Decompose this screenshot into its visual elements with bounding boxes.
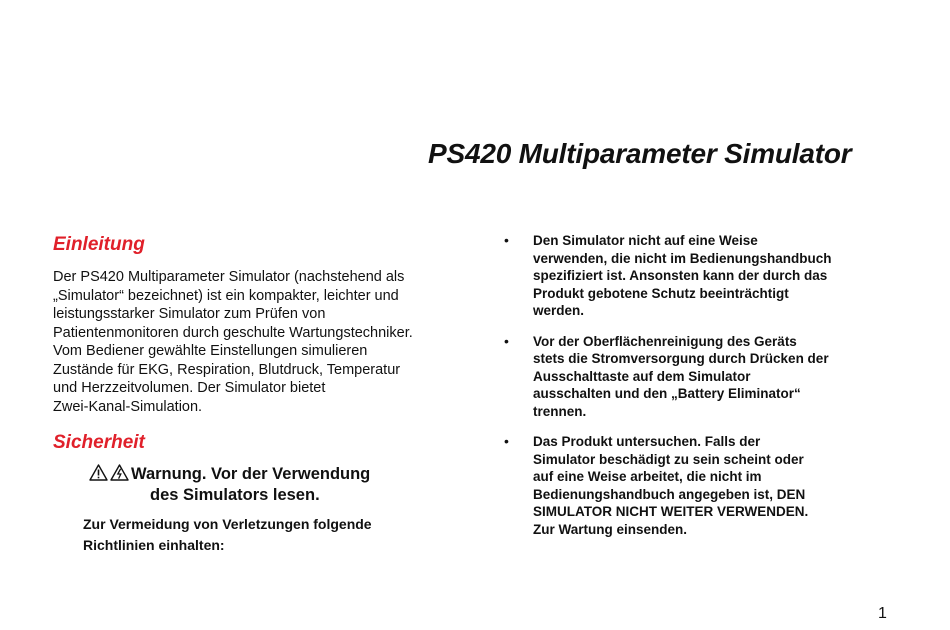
safety-bullet-list <box>503 232 903 551</box>
bullet-line: stets die Stromversorgung durch Drücken der <box>533 351 829 366</box>
warning-callout <box>89 464 453 505</box>
bullet-line: Bedienungshandbuch angegeben ist, DEN <box>533 486 806 502</box>
intro-line: Vom Bediener gewählte Einstellungen simulieren <box>53 343 368 359</box>
page-title: PS420 Multiparameter Simulator <box>428 138 852 169</box>
bullet-line: auf eine Weise arbeitet, die nicht im <box>533 469 762 484</box>
rules-intro-line: Richtlinien einhalten: <box>83 537 225 553</box>
bullet-dot-icon: • <box>504 433 509 449</box>
intro-line: leistungsstarker Simulator zum Prüfen von <box>53 306 326 322</box>
bullet-line: Produkt gebotene Schutz beeinträchtigt <box>533 285 789 301</box>
warning-text-line1: Warnung. Vor der Verwendung <box>131 465 371 483</box>
bullet-item <box>503 433 903 538</box>
rules-intro <box>83 514 453 556</box>
bullet-line: verwenden, die nicht im Bedienungshandbuch <box>533 250 832 266</box>
bullet-line: werden. <box>533 303 585 318</box>
intro-paragraph <box>53 268 453 416</box>
bullet-line: Simulator beschädigt zu sein scheint oder <box>533 451 804 467</box>
intro-line: „Simulator“ bezeichnet) ist ein kompakter, leichter und <box>53 287 399 304</box>
warning-text-line2: des Simulators lesen. <box>150 486 320 504</box>
bullet-dot-icon: • <box>504 332 509 349</box>
warning-triangle-icon <box>89 464 108 486</box>
bullet-line: SIMULATOR NICHT WEITER VERWENDEN. <box>533 504 809 519</box>
intro-line: Der PS420 Multiparameter Simulator (nachstehend als <box>53 269 405 285</box>
intro-line: Zustände für EKG, Respiration, Blutdruck, Temperatur <box>53 361 401 378</box>
bullet-line: spezifiziert ist. Ansonsten kann der durch das <box>533 268 828 283</box>
intro-heading: Einleitung <box>53 234 145 255</box>
bullet-line: Vor der Oberflächenreinigung des Geräts <box>533 333 797 349</box>
bullet-line: Ausschalttaste auf dem Simulator <box>533 368 751 384</box>
bullet-dot-icon: • <box>504 232 509 248</box>
intro-line: Zwei-Kanal-Simulation. <box>53 398 203 415</box>
safety-heading: Sicherheit <box>53 432 145 453</box>
left-column <box>53 232 453 556</box>
bullet-item <box>503 333 903 421</box>
bullet-line: Das Produkt untersuchen. Falls der <box>533 434 761 449</box>
bullet-line: ausschalten und den „Battery Eliminator“ <box>533 386 801 401</box>
intro-line: und Herzzeitvolumen. Der Simulator bietet <box>53 380 326 396</box>
intro-line: Patientenmonitoren durch geschulte Wartungstechniker. <box>53 324 413 341</box>
electrical-hazard-icon <box>110 464 129 486</box>
bullet-line: Den Simulator nicht auf eine Weise <box>533 233 758 248</box>
bullet-item <box>503 232 903 320</box>
rules-intro-line: Zur Vermeidung von Verletzungen folgende <box>83 516 372 532</box>
page-number: 1 <box>878 605 887 622</box>
bullet-line: trennen. <box>533 403 587 419</box>
bullet-line: Zur Wartung einsenden. <box>533 521 688 537</box>
